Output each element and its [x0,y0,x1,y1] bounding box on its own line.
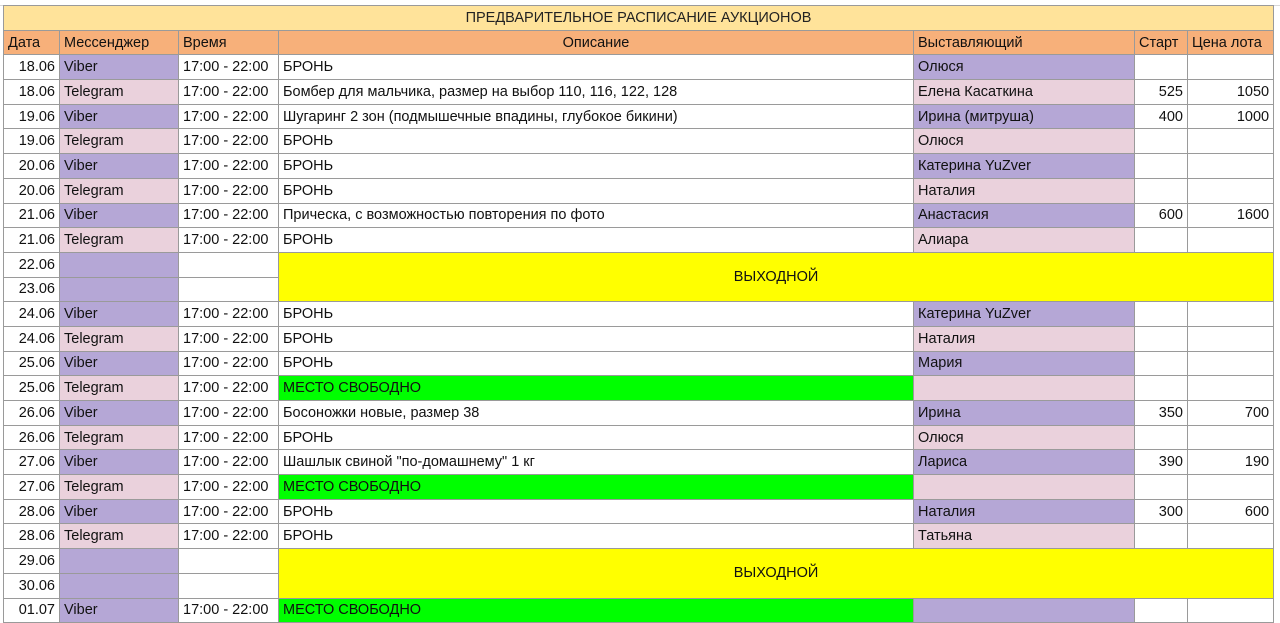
description-cell[interactable]: БРОНЬ [279,499,914,524]
time-cell[interactable]: 17:00 - 22:00 [179,178,279,203]
start-cell[interactable] [1135,154,1188,179]
time-cell[interactable]: 17:00 - 22:00 [179,80,279,105]
messenger-cell[interactable]: Telegram [60,326,179,351]
price-cell[interactable] [1188,524,1274,549]
price-cell[interactable] [1188,178,1274,203]
seller-cell[interactable]: Татьяна [914,524,1135,549]
time-cell[interactable]: 17:00 - 22:00 [179,55,279,80]
description-cell[interactable]: БРОНЬ [279,228,914,253]
start-cell[interactable] [1135,178,1188,203]
date-cell[interactable]: 28.06 [4,499,60,524]
header-price[interactable]: Цена лота [1188,30,1274,55]
description-cell[interactable]: Бомбер для мальчика, размер на выбор 110, 116, 122, 128 [279,80,914,105]
price-cell[interactable] [1188,351,1274,376]
start-cell[interactable] [1135,351,1188,376]
table-row [4,154,1274,179]
price-cell[interactable]: 700 [1188,401,1274,426]
price-cell[interactable]: 190 [1188,450,1274,475]
start-cell[interactable] [1135,55,1188,80]
description-cell[interactable]: БРОНЬ [279,524,914,549]
time-cell[interactable]: 17:00 - 22:00 [179,450,279,475]
time-cell[interactable]: 17:00 - 22:00 [179,499,279,524]
price-cell[interactable]: 1000 [1188,104,1274,129]
price-cell[interactable] [1188,376,1274,401]
messenger-cell[interactable]: Telegram [60,475,179,500]
seller-cell[interactable]: Катерина YuZver [914,302,1135,327]
date-cell[interactable]: 24.06 [4,302,60,327]
start-cell[interactable]: 390 [1135,450,1188,475]
date-cell[interactable]: 21.06 [4,203,60,228]
date-cell[interactable]: 20.06 [4,178,60,203]
seller-cell[interactable]: Ирина [914,401,1135,426]
date-cell[interactable]: 19.06 [4,129,60,154]
start-cell[interactable] [1135,425,1188,450]
time-cell[interactable]: 17:00 - 22:00 [179,351,279,376]
seller-cell[interactable] [914,598,1135,623]
date-cell[interactable]: 19.06 [4,104,60,129]
time-cell[interactable]: 17:00 - 22:00 [179,524,279,549]
start-cell[interactable] [1135,598,1188,623]
start-cell[interactable]: 350 [1135,401,1188,426]
messenger-cell[interactable]: Telegram [60,376,179,401]
messenger-cell[interactable]: Telegram [60,425,179,450]
start-cell[interactable]: 300 [1135,499,1188,524]
header-row [4,30,1274,55]
date-cell[interactable]: 24.06 [4,326,60,351]
time-cell[interactable]: 17:00 - 22:00 [179,302,279,327]
date-cell[interactable]: 26.06 [4,401,60,426]
seller-cell[interactable] [914,376,1135,401]
messenger-cell[interactable]: Viber [60,499,179,524]
header-messenger[interactable]: Мессенджер [60,30,179,55]
price-cell[interactable] [1188,228,1274,253]
date-cell[interactable]: 22.06 [4,252,60,277]
start-cell[interactable]: 525 [1135,80,1188,105]
start-cell[interactable] [1135,228,1188,253]
time-cell[interactable]: 17:00 - 22:00 [179,104,279,129]
messenger-cell[interactable]: Viber [60,154,179,179]
table-row [4,104,1274,129]
description-cell[interactable]: МЕСТО СВОБОДНО [279,475,914,500]
table-row [4,302,1274,327]
table-row [4,549,1274,574]
date-cell[interactable]: 27.06 [4,475,60,500]
date-cell[interactable]: 18.06 [4,55,60,80]
date-cell[interactable]: 29.06 [4,549,60,574]
seller-cell[interactable]: Олюся [914,55,1135,80]
messenger-cell[interactable]: Telegram [60,228,179,253]
messenger-cell[interactable]: Viber [60,351,179,376]
dayoff-cell[interactable]: ВЫХОДНОЙ [279,252,1274,301]
date-cell[interactable]: 27.06 [4,450,60,475]
time-cell[interactable]: 17:00 - 22:00 [179,475,279,500]
header-description[interactable]: Описание [279,30,914,55]
table-row [4,326,1274,351]
start-cell[interactable] [1135,475,1188,500]
time-cell[interactable]: 17:00 - 22:00 [179,228,279,253]
header-start[interactable]: Старт [1135,30,1188,55]
start-cell[interactable] [1135,129,1188,154]
seller-cell[interactable]: Алиара [914,228,1135,253]
messenger-cell[interactable]: Viber [60,55,179,80]
description-cell[interactable]: БРОНЬ [279,302,914,327]
description-cell[interactable]: БРОНЬ [279,55,914,80]
date-cell[interactable]: 18.06 [4,80,60,105]
time-cell[interactable]: 17:00 - 22:00 [179,203,279,228]
start-cell[interactable] [1135,326,1188,351]
start-cell[interactable] [1135,524,1188,549]
time-cell[interactable]: 17:00 - 22:00 [179,154,279,179]
seller-cell[interactable]: Ирина (митруша) [914,104,1135,129]
seller-cell[interactable]: Наталия [914,178,1135,203]
start-cell[interactable]: 400 [1135,104,1188,129]
time-cell[interactable] [179,252,279,277]
date-cell[interactable]: 25.06 [4,376,60,401]
messenger-cell[interactable] [60,252,179,277]
table-row [4,351,1274,376]
seller-cell[interactable]: Елена Касаткина [914,80,1135,105]
title-row [4,6,1274,31]
time-cell[interactable] [179,573,279,598]
description-cell[interactable]: БРОНЬ [279,178,914,203]
date-cell[interactable]: 23.06 [4,277,60,302]
messenger-cell[interactable] [60,549,179,574]
description-cell[interactable]: Шугаринг 2 зон (подмышечные впадины, глубокое бикини) [279,104,914,129]
auction-schedule-table [3,5,1274,623]
description-cell[interactable]: Босоножки новые, размер 38 [279,401,914,426]
date-cell[interactable]: 21.06 [4,228,60,253]
date-cell[interactable]: 26.06 [4,425,60,450]
messenger-cell[interactable]: Viber [60,450,179,475]
messenger-cell[interactable]: Telegram [60,129,179,154]
messenger-cell[interactable]: Telegram [60,80,179,105]
table-row [4,129,1274,154]
seller-cell[interactable]: Олюся [914,425,1135,450]
description-cell[interactable]: МЕСТО СВОБОДНО [279,598,914,623]
start-cell[interactable] [1135,376,1188,401]
time-cell[interactable]: 17:00 - 22:00 [179,326,279,351]
seller-cell[interactable]: Наталия [914,499,1135,524]
price-cell[interactable] [1188,55,1274,80]
table-row [4,475,1274,500]
schedule-title[interactable]: ПРЕДВАРИТЕЛЬНОЕ РАСПИСАНИЕ АУКЦИОНОВ [4,6,1274,31]
time-cell[interactable]: 17:00 - 22:00 [179,376,279,401]
messenger-cell[interactable]: Telegram [60,178,179,203]
messenger-cell[interactable]: Viber [60,302,179,327]
description-cell[interactable]: БРОНЬ [279,351,914,376]
messenger-cell[interactable]: Viber [60,203,179,228]
time-cell[interactable]: 17:00 - 22:00 [179,401,279,426]
price-cell[interactable]: 1050 [1188,80,1274,105]
messenger-cell[interactable] [60,277,179,302]
time-cell[interactable]: 17:00 - 22:00 [179,598,279,623]
start-cell[interactable] [1135,302,1188,327]
seller-cell[interactable] [914,475,1135,500]
table-row [4,55,1274,80]
price-cell[interactable]: 600 [1188,499,1274,524]
messenger-cell[interactable] [60,573,179,598]
table-row [4,80,1274,105]
description-cell[interactable]: БРОНЬ [279,326,914,351]
seller-cell[interactable]: Наталия [914,326,1135,351]
date-cell[interactable]: 30.06 [4,573,60,598]
header-time[interactable]: Время [179,30,279,55]
price-cell[interactable] [1188,475,1274,500]
table-row [4,401,1274,426]
header-seller[interactable]: Выставляющий [914,30,1135,55]
table-row [4,598,1274,623]
price-cell[interactable] [1188,425,1274,450]
start-cell[interactable]: 600 [1135,203,1188,228]
time-cell[interactable]: 17:00 - 22:00 [179,425,279,450]
seller-cell[interactable]: Катерина YuZver [914,154,1135,179]
price-cell[interactable] [1188,302,1274,327]
table-row [4,252,1274,277]
date-cell[interactable]: 01.07 [4,598,60,623]
date-cell[interactable]: 20.06 [4,154,60,179]
table-row [4,178,1274,203]
description-cell[interactable]: Шашлык свиной "по-домашнему" 1 кг [279,450,914,475]
seller-cell[interactable]: Мария [914,351,1135,376]
dayoff-cell[interactable]: ВЫХОДНОЙ [279,549,1274,598]
date-cell[interactable]: 25.06 [4,351,60,376]
price-cell[interactable] [1188,598,1274,623]
messenger-cell[interactable]: Viber [60,401,179,426]
price-cell[interactable] [1188,129,1274,154]
seller-cell[interactable]: Олюся [914,129,1135,154]
description-cell[interactable]: БРОНЬ [279,129,914,154]
table-row [4,228,1274,253]
price-cell[interactable]: 1600 [1188,203,1274,228]
description-cell[interactable]: БРОНЬ [279,425,914,450]
time-cell[interactable] [179,549,279,574]
table-row [4,450,1274,475]
seller-cell[interactable]: Лариса [914,450,1135,475]
messenger-cell[interactable]: Telegram [60,524,179,549]
table-row [4,203,1274,228]
price-cell[interactable] [1188,154,1274,179]
header-date[interactable]: Дата [4,30,60,55]
table-row [4,499,1274,524]
table-row [4,524,1274,549]
messenger-cell[interactable]: Viber [60,598,179,623]
date-cell[interactable]: 28.06 [4,524,60,549]
price-cell[interactable] [1188,326,1274,351]
time-cell[interactable] [179,277,279,302]
table-row [4,425,1274,450]
messenger-cell[interactable]: Viber [60,104,179,129]
time-cell[interactable]: 17:00 - 22:00 [179,129,279,154]
description-cell[interactable]: Прическа, с возможностью повторения по фото [279,203,914,228]
table-row [4,376,1274,401]
description-cell[interactable]: БРОНЬ [279,154,914,179]
description-cell[interactable]: МЕСТО СВОБОДНО [279,376,914,401]
seller-cell[interactable]: Анастасия [914,203,1135,228]
